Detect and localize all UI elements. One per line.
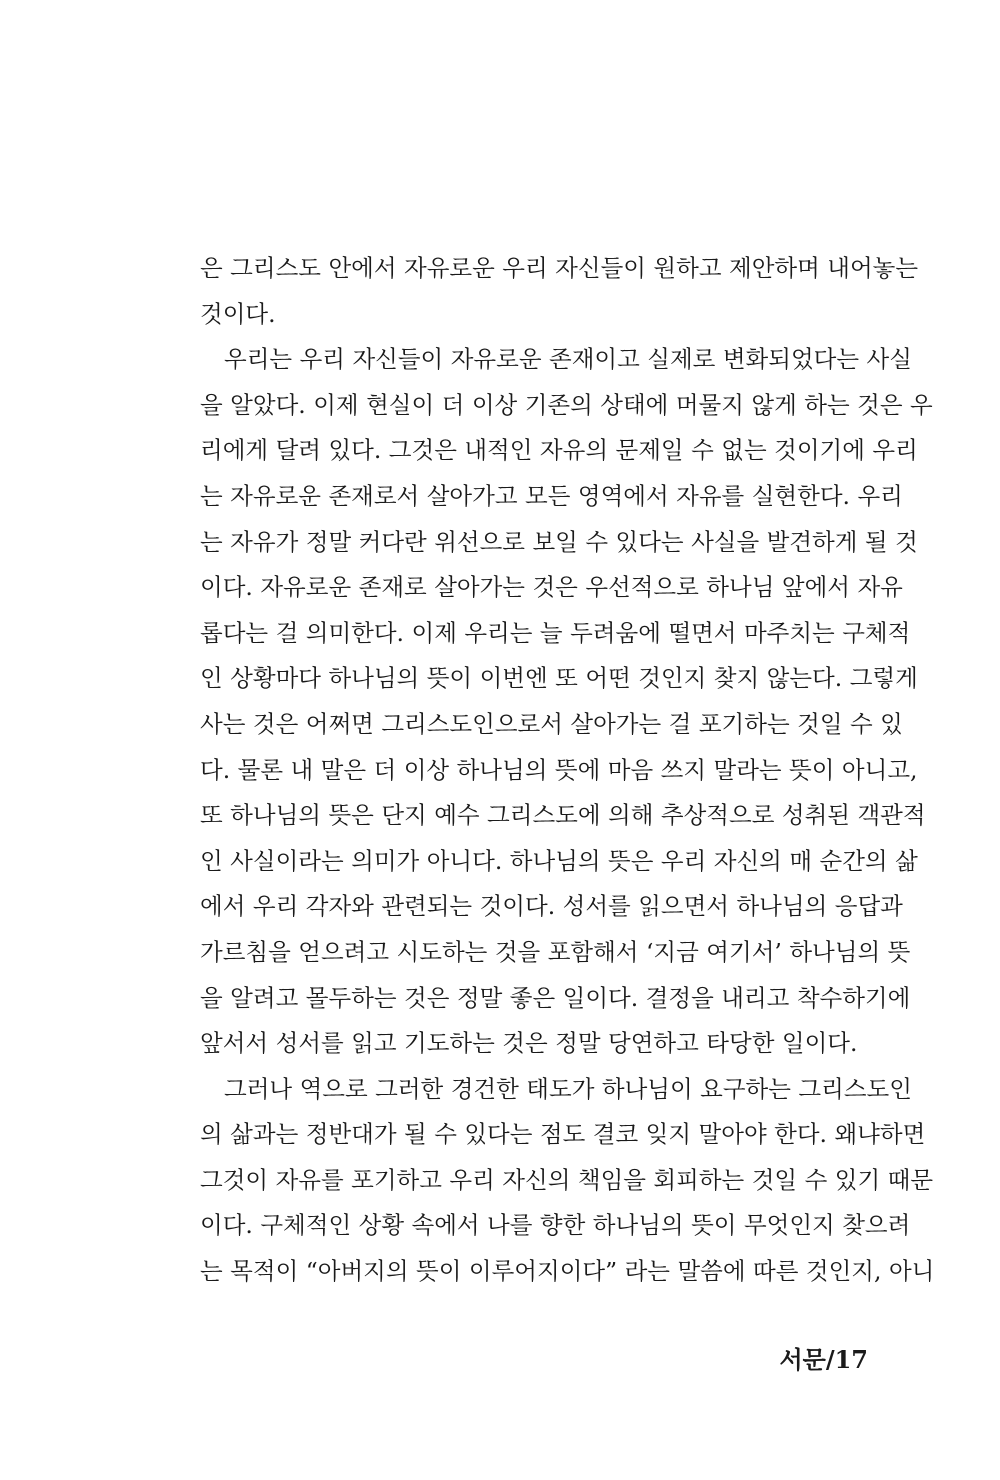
text-line: 리에게 달려 있다. 그것은 내적인 자유의 문제일 수 없는 것이기에 우리 [200,436,918,465]
text-line: 인 상황마다 하나님의 뜻이 이번엔 또 어떤 것인지 찾지 않는다. 그렇게 [200,664,918,693]
text-line: 그러나 역으로 그러한 경건한 태도가 하나님이 요구하는 그리스도인 [224,1074,912,1103]
text-line: 의 삶과는 정반대가 될 수 있다는 점도 결코 잊지 말아야 한다. 왜냐하면 [200,1120,926,1149]
running-header-section: 서문 [779,1345,826,1374]
body-text [200,246,935,1295]
text-line: 을 알았다. 이제 현실이 더 이상 기존의 상태에 머물지 않게 하는 것은 우 [200,390,933,419]
footer-separator: / [825,1345,835,1374]
text-line: 에서 우리 각자와 관련되는 것이다. 성서를 읽으면서 하나님의 응답과 [200,892,903,921]
text-line: 또 하나님의 뜻은 단지 예수 그리스도에 의해 추상적으로 성취된 객관적 [200,801,926,830]
text-line: 가르침을 얻으려고 시도하는 것을 포함해서 ‘지금 여기서’ 하나님의 뜻 [200,937,911,966]
text-line: 는 자유가 정말 커다란 위선으로 보일 수 있다는 사실을 발견하게 될 것 [200,527,918,556]
text-line: 는 자유로운 존재로서 살아가고 모든 영역에서 자유를 실현한다. 우리 [200,481,903,510]
text-line: 이다. 자유로운 존재로 살아가는 것은 우선적으로 하나님 앞에서 자유 [200,573,903,602]
page-footer [779,1340,868,1375]
text-line: 인 사실이라는 의미가 아니다. 하나님의 뜻은 우리 자신의 매 순간의 삶 [200,846,918,875]
text-line: 는 목적이 “아버지의 뜻이 이루어지이다” 라는 말씀에 따른 것인지, 아니 [200,1257,935,1286]
text-line: 것이다. [200,299,276,328]
text-line: 롭다는 걸 의미한다. 이제 우리는 늘 두려움에 떨면서 마주치는 구체적 [200,618,911,647]
text-line: 그것이 자유를 포기하고 우리 자신의 책임을 회피하는 것일 수 있기 때문 [200,1165,934,1194]
text-line: 다. 물론 내 말은 더 이상 하나님의 뜻에 마음 쓰지 말라는 뜻이 아니고, [200,755,918,784]
text-line: 을 알려고 몰두하는 것은 정말 좋은 일이다. 결정을 내리고 착수하기에 [200,983,911,1012]
text-line: 은 그리스도 안에서 자유로운 우리 자신들이 원하고 제안하며 내어놓는 [200,254,919,282]
page-number: 17 [834,1345,868,1374]
text-line: 이다. 구체적인 상황 속에서 나를 향한 하나님의 뜻이 무엇인지 찾으려 [200,1211,911,1240]
text-line: 앞서서 성서를 읽고 기도하는 것은 정말 당연하고 타당한 일이다. [200,1029,858,1058]
text-line: 사는 것은 어쩌면 그리스도인으로서 살아가는 걸 포기하는 것일 수 있 [200,709,903,738]
text-line: 우리는 우리 자신들이 자유로운 존재이고 실제로 변화되었다는 사실 [224,345,912,374]
